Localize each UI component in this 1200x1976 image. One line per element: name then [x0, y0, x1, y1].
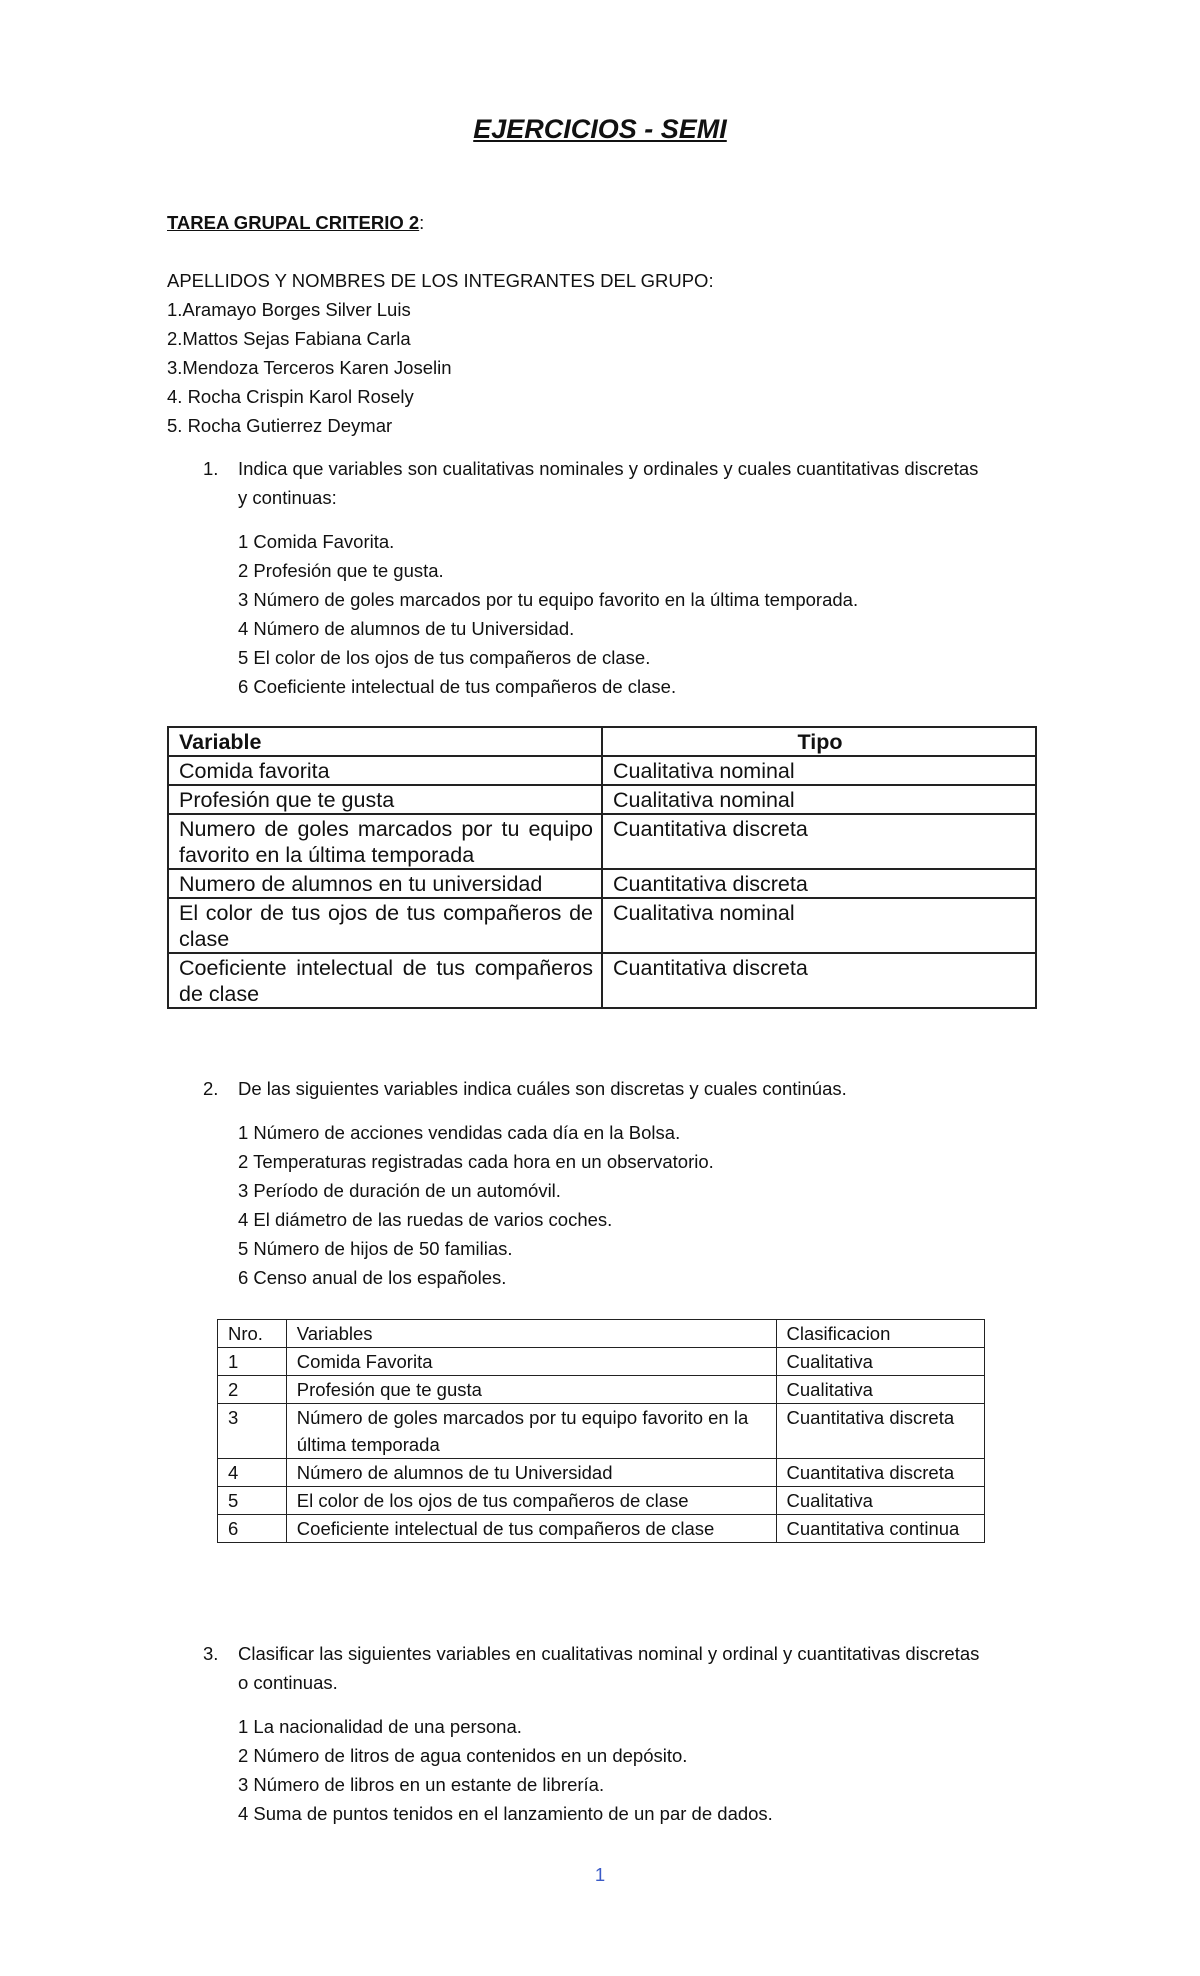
q3-text-line1: Clasificar las siguientes variables en cualitativas nominal y ordinal y cuantitativas discretas	[238, 1643, 980, 1664]
table-row	[168, 814, 1036, 869]
q3-number: 3.	[203, 1643, 219, 1664]
member-item: 3.Mendoza Terceros Karen Joselin	[167, 357, 452, 378]
cell-nro: 1	[218, 1348, 287, 1376]
q3-item: 2 Número de litros de agua contenidos en un depósito.	[238, 1745, 688, 1766]
page-number: 1	[594, 1864, 606, 1885]
table-row	[168, 756, 1036, 785]
q2-item: 1 Número de acciones vendidas cada día en la Bolsa.	[238, 1122, 681, 1143]
cell-nro: 3	[218, 1404, 287, 1459]
q1-item: 2 Profesión que te gusta.	[238, 560, 444, 581]
cell-variable: Profesión que te gusta	[168, 785, 602, 814]
member-item: 5. Rocha Gutierrez Deymar	[167, 415, 393, 436]
q2-item: 4 El diámetro de las ruedas de varios coches.	[238, 1209, 613, 1230]
q3-item: 4 Suma de puntos tenidos en el lanzamiento de un par de dados.	[238, 1803, 773, 1824]
member-item: 1.Aramayo Borges Silver Luis	[167, 299, 411, 320]
table-row	[218, 1376, 985, 1404]
cell-variable: Número de goles marcados por tu equipo favorito en la última temporada	[286, 1404, 776, 1459]
header-variables: Variables	[286, 1320, 776, 1348]
member-item: 2.Mattos Sejas Fabiana Carla	[167, 328, 411, 349]
cell-variable: Numero de alumnos en tu universidad	[168, 869, 602, 898]
cell-nro: 2	[218, 1376, 287, 1404]
cell-variable: Comida Favorita	[286, 1348, 776, 1376]
cell-tipo: Cuantitativa discreta	[602, 953, 1036, 1008]
q1-number: 1.	[203, 458, 219, 479]
q1-item: 4 Número de alumnos de tu Universidad.	[238, 618, 575, 639]
table-row	[218, 1348, 985, 1376]
q2-item: 2 Temperaturas registradas cada hora en un observatorio.	[238, 1151, 714, 1172]
header-variable: Variable	[168, 727, 602, 756]
task-label: TAREA GRUPAL CRITERIO 2	[167, 212, 420, 233]
cell-tipo: Cuantitativa discreta	[602, 869, 1036, 898]
table-row	[168, 953, 1036, 1008]
cell-clasificacion: Cuantitativa discreta	[776, 1459, 984, 1487]
table-row	[168, 869, 1036, 898]
cell-nro: 5	[218, 1487, 287, 1515]
q1-item: 3 Número de goles marcados por tu equipo favorito en la última temporada.	[238, 589, 859, 610]
cell-nro: 6	[218, 1515, 287, 1543]
cell-nro: 4	[218, 1459, 287, 1487]
table-row	[218, 1459, 985, 1487]
page-title: EJERCICIOS - SEMI	[473, 114, 727, 144]
q2-item: 5 Número de hijos de 50 familias.	[238, 1238, 513, 1259]
q2-item: 3 Período de duración de un automóvil.	[238, 1180, 561, 1201]
cell-clasificacion: Cualitativa	[776, 1348, 984, 1376]
variable-type-table	[167, 726, 1037, 1009]
members-heading: APELLIDOS Y NOMBRES DE LOS INTEGRANTES DEL GRUPO:	[167, 270, 714, 291]
q3-item: 3 Número de libros en un estante de librería.	[238, 1774, 605, 1795]
header-tipo: Tipo	[602, 727, 1036, 756]
table-row	[218, 1487, 985, 1515]
q1-text-line2: y continuas:	[238, 487, 337, 508]
cell-clasificacion: Cualitativa	[776, 1376, 984, 1404]
cell-variable: Número de alumnos de tu Universidad	[286, 1459, 776, 1487]
table-row	[218, 1404, 985, 1459]
table-row	[168, 898, 1036, 953]
member-item: 4. Rocha Crispin Karol Rosely	[167, 386, 414, 407]
q3-item: 1 La nacionalidad de una persona.	[238, 1716, 522, 1737]
header-clasificacion: Clasificacion	[776, 1320, 984, 1348]
cell-variable: El color de tus ojos de tus compañeros de clase	[168, 898, 602, 953]
cell-variable: Comida favorita	[168, 756, 602, 785]
table-row	[168, 785, 1036, 814]
q2-number: 2.	[203, 1078, 219, 1099]
cell-clasificacion: Cualitativa	[776, 1487, 984, 1515]
header-nro: Nro.	[218, 1320, 287, 1348]
cell-variable: El color de los ojos de tus compañeros de clase	[286, 1487, 776, 1515]
cell-variable: Profesión que te gusta	[286, 1376, 776, 1404]
task-heading	[167, 212, 424, 234]
q1-item: 5 El color de los ojos de tus compañeros de clase.	[238, 647, 651, 668]
q1-item: 1 Comida Favorita.	[238, 531, 395, 552]
cell-tipo: Cualitativa nominal	[602, 785, 1036, 814]
q1-text-line1: Indica que variables son cualitativas nominales y ordinales y cuales cuantitativas discretas	[238, 458, 979, 479]
q2-text-line1: De las siguientes variables indica cuáles son discretas y cuales continúas.	[238, 1078, 847, 1099]
cell-variable: Coeficiente intelectual de tus compañeros de clase	[168, 953, 602, 1008]
q1-item: 6 Coeficiente intelectual de tus compañeros de clase.	[238, 676, 677, 697]
q3-text-line2: o continuas.	[238, 1672, 338, 1693]
task-colon: :	[419, 212, 425, 233]
table-header-row	[218, 1320, 985, 1348]
cell-variable: Numero de goles marcados por tu equipo favorito en la última temporada	[168, 814, 602, 869]
table-row	[218, 1515, 985, 1543]
table-header-row	[168, 727, 1036, 756]
cell-tipo: Cualitativa nominal	[602, 898, 1036, 953]
cell-tipo: Cuantitativa discreta	[602, 814, 1036, 869]
cell-clasificacion: Cuantitativa continua	[776, 1515, 984, 1543]
cell-tipo: Cualitativa nominal	[602, 756, 1036, 785]
q2-item: 6 Censo anual de los españoles.	[238, 1267, 507, 1288]
cell-variable: Coeficiente intelectual de tus compañeros de clase	[286, 1515, 776, 1543]
cell-clasificacion: Cuantitativa discreta	[776, 1404, 984, 1459]
classification-table	[217, 1319, 985, 1543]
